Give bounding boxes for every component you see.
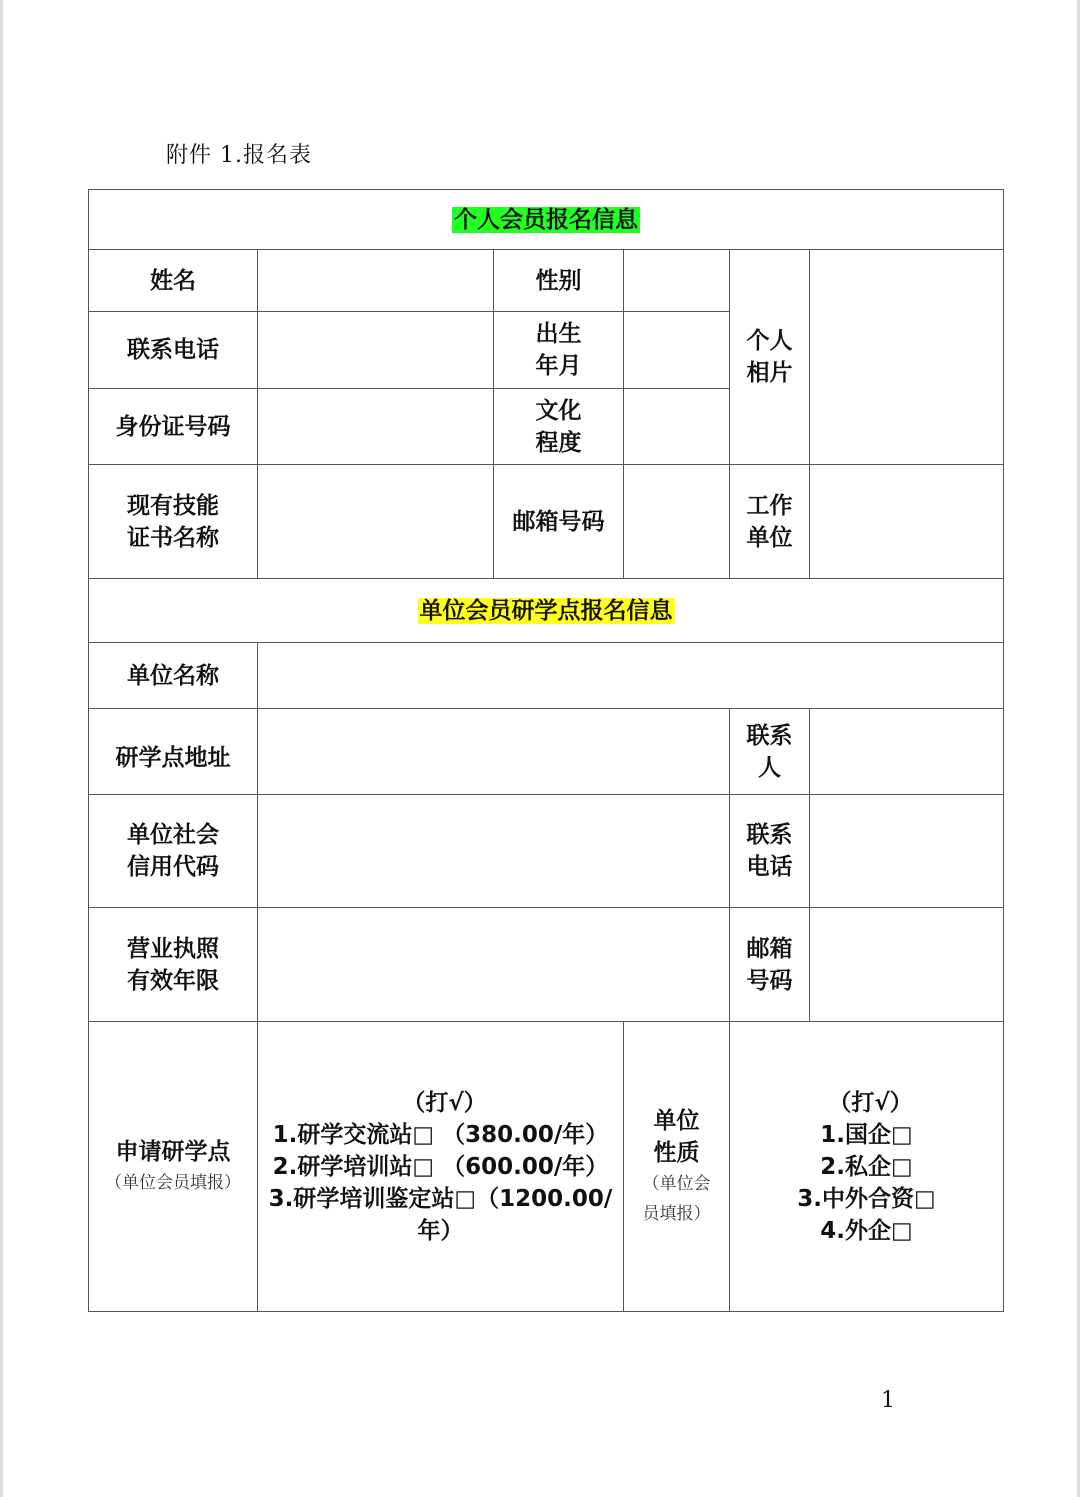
unit-phone-field[interactable]	[810, 795, 1004, 908]
apply-option-item[interactable]: 3.研学培训鉴定站□（1200.00/年）	[268, 1185, 613, 1244]
unit-email-label-line2: 号码	[746, 967, 793, 994]
phone-field[interactable]	[258, 312, 494, 389]
education-label	[494, 389, 624, 465]
address-label: 研学点地址	[89, 709, 258, 795]
contact-person-label-line1: 联系	[746, 722, 793, 749]
education-field[interactable]	[624, 389, 730, 465]
name-label: 姓名	[89, 250, 258, 312]
gender-field[interactable]	[624, 250, 730, 312]
credit-code-label	[89, 795, 258, 908]
page-edge-left	[0, 0, 3, 1497]
unit-phone-label	[730, 795, 810, 908]
address-field[interactable]	[258, 709, 730, 795]
employer-label-line2: 单位	[746, 524, 793, 551]
photo-field[interactable]	[810, 250, 1004, 465]
unit-phone-label-line2: 电话	[746, 854, 793, 880]
contact-person-label	[730, 709, 810, 795]
unit-nature-options	[730, 1022, 1004, 1312]
skill-cert-label-line2: 证书名称	[127, 524, 219, 551]
unit-nature-label	[624, 1022, 730, 1312]
nature-option-hint: （打√）	[828, 1089, 913, 1116]
birth-label	[494, 312, 624, 389]
apply-option-hint: （打√）	[402, 1089, 487, 1116]
unit-email-label	[730, 908, 810, 1022]
contact-person-field[interactable]	[810, 709, 1004, 795]
unit-email-label-line1: 邮箱	[746, 935, 793, 962]
unit-phone-label-line1: 联系	[746, 822, 793, 848]
registration-form	[88, 189, 1004, 1312]
employer-label	[730, 465, 810, 579]
unit-section-header	[89, 579, 1004, 643]
unit-nature-label-line2: 性质	[653, 1139, 700, 1166]
photo-label-line2: 相片	[746, 360, 793, 386]
apply-point-label-text: 申请研学点	[115, 1138, 231, 1165]
unit-name-label: 单位名称	[89, 643, 258, 709]
unit-email-field[interactable]	[810, 908, 1004, 1022]
personal-section-title: 个人会员报名信息	[454, 206, 638, 233]
email-field[interactable]	[624, 465, 730, 579]
page-number: 1	[881, 1388, 895, 1413]
photo-label	[730, 250, 810, 465]
attachment-title: 附件 1.报名表	[166, 143, 312, 168]
phone-label: 联系电话	[89, 312, 258, 389]
apply-point-label	[89, 1022, 258, 1312]
credit-code-label-line2: 信用代码	[127, 854, 219, 880]
id-number-label: 身份证号码	[89, 389, 258, 465]
apply-point-options	[258, 1022, 624, 1312]
apply-option-item[interactable]: 1.研学交流站□ （380.00/年）	[272, 1121, 609, 1148]
birth-label-line1: 出生	[535, 321, 582, 347]
id-number-field[interactable]	[258, 389, 494, 465]
license-validity-field[interactable]	[258, 908, 730, 1022]
unit-nature-label-line1: 单位	[653, 1107, 700, 1134]
license-validity-label-line2: 有效年限	[127, 967, 219, 994]
unit-nature-note-line1: （单位会	[642, 1173, 711, 1194]
license-validity-label	[89, 908, 258, 1022]
nature-option-item[interactable]: 3.中外合资□	[797, 1185, 936, 1212]
contact-person-label-line2: 人	[758, 754, 781, 781]
gender-label: 性别	[494, 250, 624, 312]
birth-label-line2: 年月	[535, 353, 582, 379]
skill-cert-label-line1: 现有技能	[127, 492, 219, 519]
nature-option-item[interactable]: 2.私企□	[820, 1153, 913, 1180]
education-label-line2: 程度	[535, 429, 582, 456]
photo-label-line1: 个人	[746, 328, 793, 354]
unit-name-field[interactable]	[258, 643, 1004, 709]
skill-cert-field[interactable]	[258, 465, 494, 579]
nature-option-item[interactable]: 4.外企□	[820, 1217, 913, 1244]
unit-nature-note-line2: 员填报）	[642, 1203, 711, 1224]
unit-section-title: 单位会员研学点报名信息	[419, 597, 673, 624]
skill-cert-label	[89, 465, 258, 579]
nature-option-item[interactable]: 1.国企□	[820, 1121, 913, 1148]
license-validity-label-line1: 营业执照	[127, 935, 219, 962]
birth-field[interactable]	[624, 312, 730, 389]
personal-section-header	[89, 190, 1004, 250]
education-label-line1: 文化	[535, 397, 582, 424]
name-field[interactable]	[258, 250, 494, 312]
apply-point-note: （单位会员填报）	[105, 1172, 241, 1193]
employer-field[interactable]	[810, 465, 1004, 579]
apply-option-item[interactable]: 2.研学培训站□ （600.00/年）	[272, 1153, 609, 1180]
email-label: 邮箱号码	[494, 465, 624, 579]
credit-code-label-line1: 单位社会	[127, 822, 219, 848]
credit-code-field[interactable]	[258, 795, 730, 908]
employer-label-line1: 工作	[746, 492, 793, 519]
